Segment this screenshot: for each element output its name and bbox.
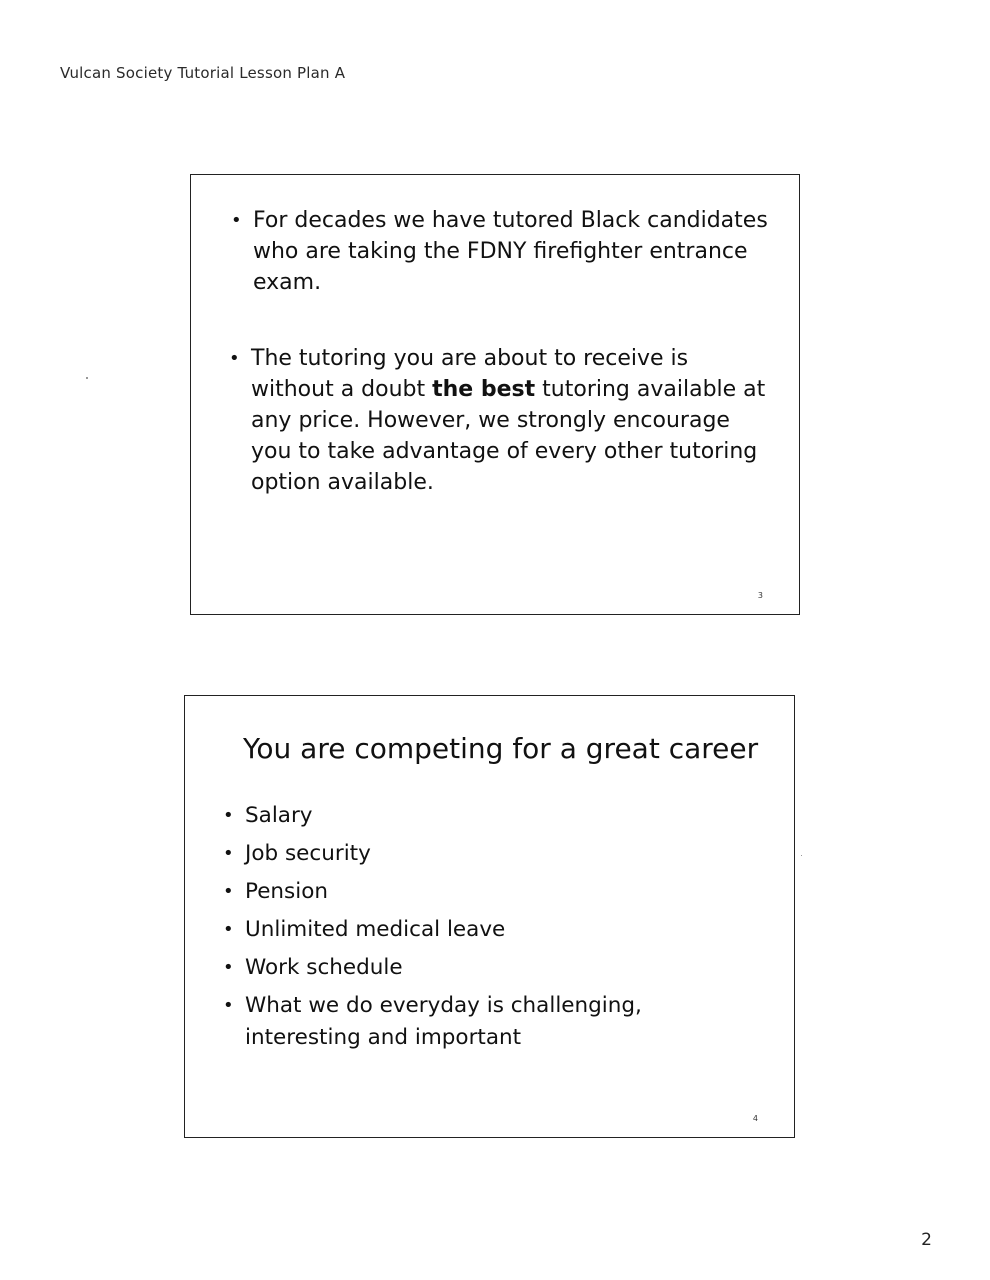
bullet-icon: • bbox=[229, 348, 240, 369]
list-item bbox=[231, 205, 773, 298]
scan-speck bbox=[86, 377, 88, 379]
slide-3 bbox=[190, 174, 800, 615]
slide-4-bullet-list bbox=[223, 800, 765, 1060]
bullet-icon: • bbox=[223, 805, 234, 826]
bullet-icon: • bbox=[223, 995, 234, 1016]
bullet-text: Job security bbox=[245, 841, 371, 866]
list-item bbox=[229, 343, 773, 498]
list-item bbox=[223, 914, 765, 946]
bullet-text-bold: the best bbox=[432, 377, 536, 402]
list-item bbox=[223, 838, 765, 870]
slide-number: 3 bbox=[757, 591, 763, 600]
bullet-text: Unlimited medical leave bbox=[245, 917, 506, 942]
document-header: Vulcan Society Tutorial Lesson Plan A bbox=[60, 64, 346, 82]
bullet-icon: • bbox=[231, 210, 242, 231]
bullet-text: Work schedule bbox=[245, 955, 403, 980]
bullet-icon: • bbox=[223, 843, 234, 864]
list-item bbox=[223, 876, 765, 908]
list-item bbox=[223, 800, 765, 832]
bullet-text: Pension bbox=[245, 879, 329, 904]
bullet-text-before: The tutoring you are about to receive is without a doubt bbox=[251, 346, 689, 402]
list-item bbox=[223, 952, 765, 984]
list-item bbox=[223, 990, 665, 1054]
slide-number: 4 bbox=[752, 1114, 758, 1123]
bullet-text: Salary bbox=[245, 803, 313, 828]
bullet-icon: • bbox=[223, 919, 234, 940]
page-number: 2 bbox=[921, 1230, 932, 1250]
slide-title: You are competing for a great career bbox=[243, 732, 759, 765]
slide-4 bbox=[184, 695, 795, 1138]
bullet-icon: • bbox=[223, 881, 234, 902]
slide-3-bullet-list bbox=[229, 205, 773, 543]
scan-speck bbox=[801, 855, 802, 856]
bullet-text-after: tutoring available at any price. However, we strongly encourage you to take advantage of every other tutoring option available. bbox=[251, 377, 766, 495]
bullet-text: What we do everyday is challenging, interesting and important bbox=[245, 993, 642, 1050]
bullet-text: For decades we have tutored Black candidates who are taking the FDNY firefighter entrance exam. bbox=[253, 208, 768, 295]
bullet-icon: • bbox=[223, 957, 234, 978]
